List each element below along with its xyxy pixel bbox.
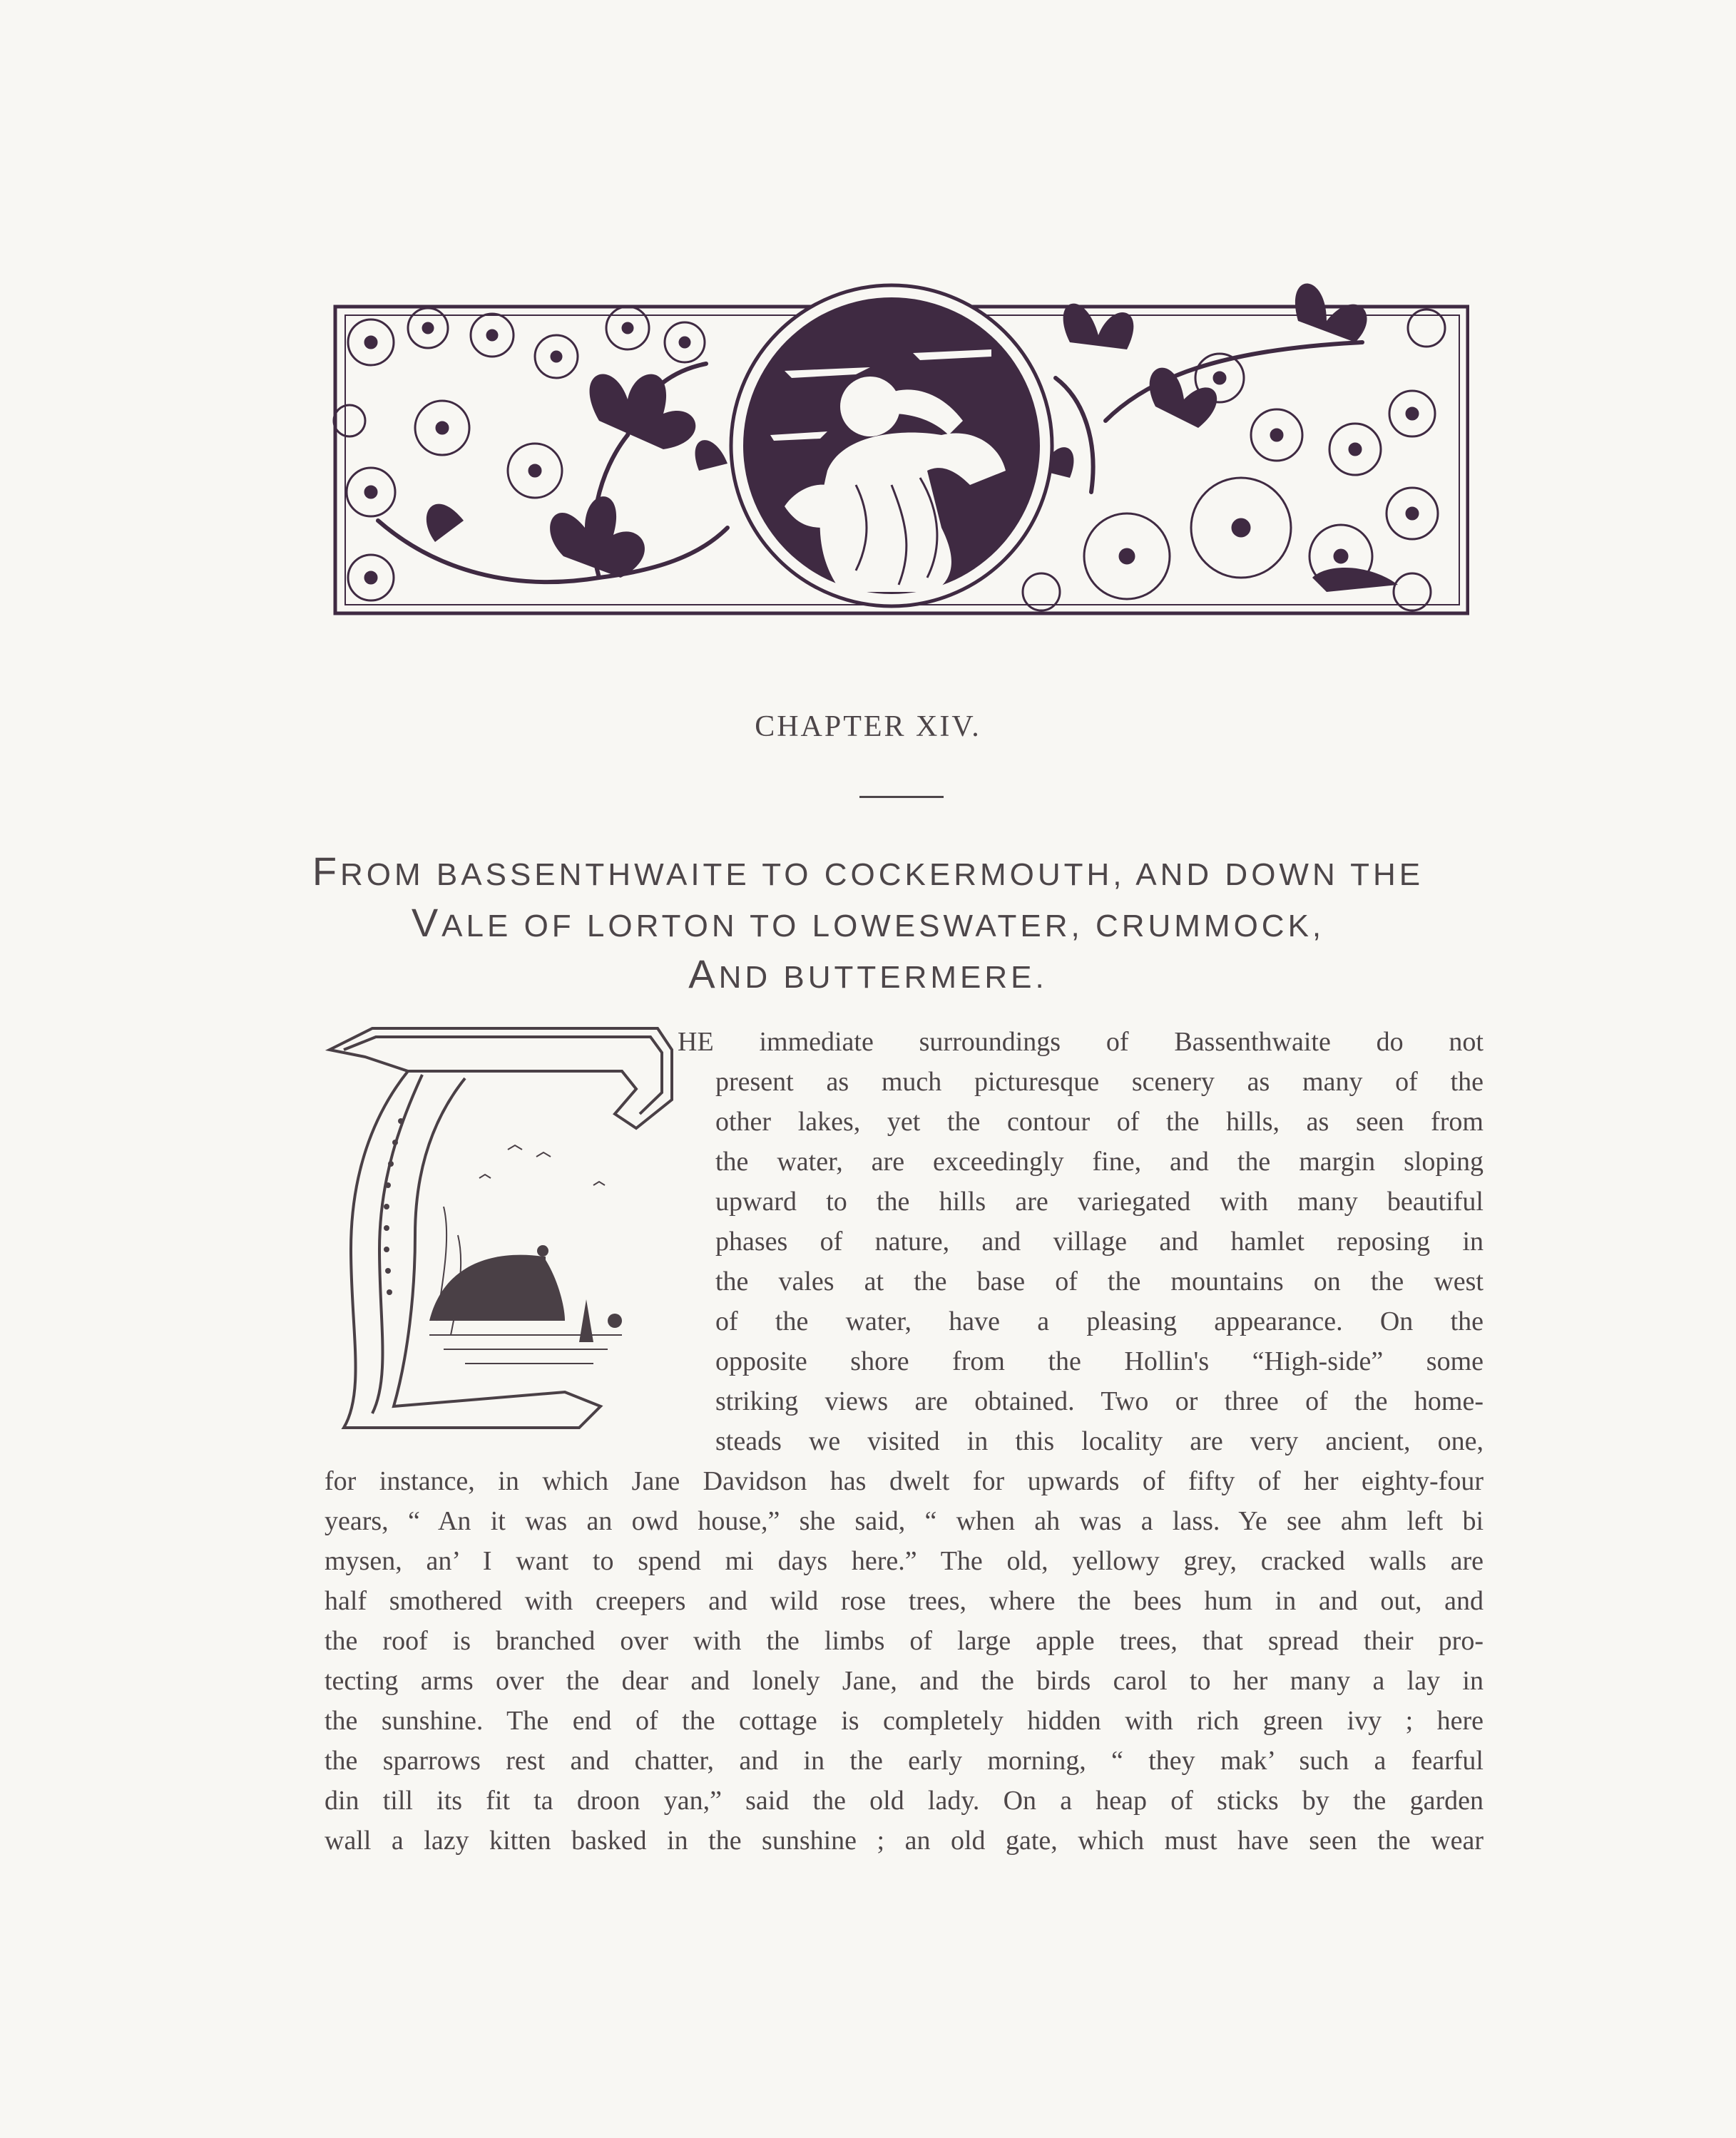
chapter-rule <box>859 796 944 798</box>
body-line-11: steads we visited in this locality are very ancient, one, <box>715 1426 1484 1456</box>
body-line-16: the roof is branched over with the limbs of large apple trees, that spread their pro- <box>325 1626 1484 1656</box>
body-line-3: other lakes, yet the contour of the hills, as seen from <box>715 1107 1484 1137</box>
body-line-1: HE immediate surroundings of Bassenthwaite do not <box>678 1027 1484 1057</box>
chapter-heading: CHAPTER XIV. <box>755 710 981 743</box>
body-line-13: years, “ An it was an owd house,” she said, “ when ah was a lass. Ye see ahm left bi <box>325 1506 1484 1536</box>
body-line-20: din till its fit ta droon yan,” said the old lady. On a heap of sticks by the garden <box>325 1786 1484 1816</box>
body-line-12: for instance, in which Jane Davidson has dwelt for upwards of fifty of her eighty-four <box>325 1466 1484 1496</box>
body-line-21: wall a lazy kitten basked in the sunshine ; an old gate, which must have seen the wear <box>325 1826 1484 1856</box>
body-line-18: the sunshine. The end of the cottage is completely hidden with rich green ivy ; here <box>325 1706 1484 1736</box>
body-line-14: mysen, an’ I want to spend mi days here.” The old, yellowy grey, cracked walls are <box>325 1546 1484 1576</box>
body-line-10: striking views are obtained. Two or three of the home- <box>715 1386 1484 1416</box>
body-line-5: upward to the hills are variegated with many beautiful <box>715 1187 1484 1217</box>
body-line-15: half smothered with creepers and wild rose trees, where the bees hum in and out, and <box>325 1586 1484 1616</box>
chapter-title-line-1: FROM BASSENTHWAITE TO COCKERMOUTH, AND DOWN THE <box>312 849 1424 894</box>
body-line-6: phases of nature, and village and hamlet reposing in <box>715 1227 1484 1257</box>
body-line-19: the sparrows rest and chatter, and in the early morning, “ they mak’ such a fearful <box>325 1746 1484 1776</box>
decorated-initial-letter <box>322 1021 679 1442</box>
body-line-9: opposite shore from the Hollin's “High-side” some <box>715 1346 1484 1376</box>
chapter-title-line-3: AND BUTTERMERE. <box>688 951 1048 996</box>
body-line-4: the water, are exceedingly fine, and the margin sloping <box>715 1147 1484 1177</box>
body-line-2: present as much picturesque scenery as many of the <box>715 1067 1484 1097</box>
body-line-7: the vales at the base of the mountains on the west <box>715 1267 1484 1296</box>
chapter-title <box>257 847 1479 1001</box>
body-line-17: tecting arms over the dear and lonely Jane, and the birds carol to her many a lay in <box>325 1666 1484 1696</box>
chapter-title-line-2: VALE OF LORTON TO LOWESWATER, CRUMMOCK, <box>411 900 1325 945</box>
floral-headpiece-banner <box>328 257 1469 642</box>
body-line-8: of the water, have a pleasing appearance. On the <box>715 1306 1484 1336</box>
